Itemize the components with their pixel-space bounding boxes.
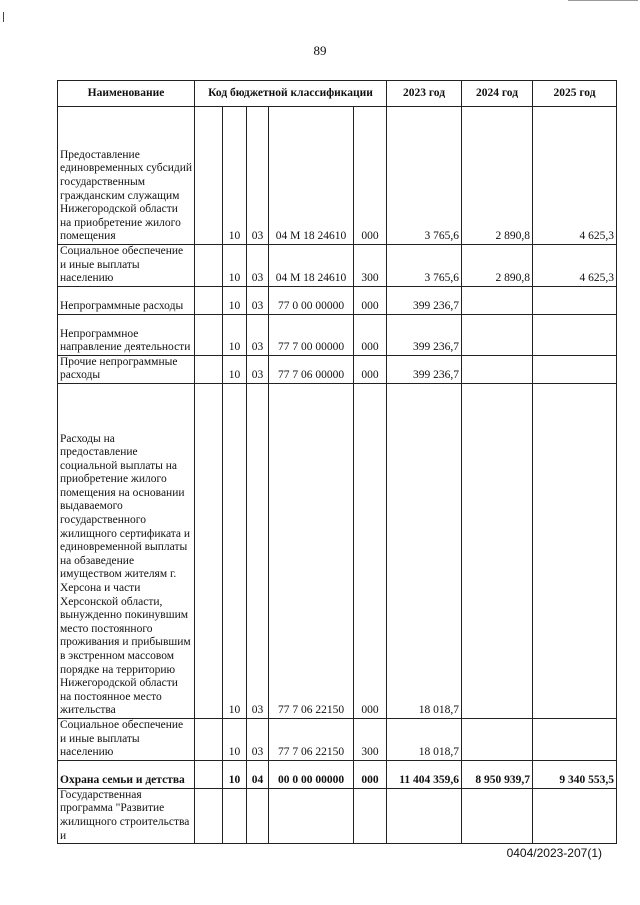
table-header-row xyxy=(58,81,617,107)
row-type: 000 xyxy=(354,107,387,245)
table-row xyxy=(58,314,617,355)
row-target xyxy=(269,788,354,843)
row-subsection: 03 xyxy=(247,107,269,245)
row-target: 77 7 06 00000 xyxy=(269,355,354,383)
header-code: Код бюджетной классификации xyxy=(195,81,387,107)
row-2024 xyxy=(462,718,533,760)
margin-mark xyxy=(3,12,4,22)
row-name: Предоставление единовременных субсидий государственным гражданским служащим Нижегородской области на приобретение жилого помещения xyxy=(58,107,195,245)
row-type xyxy=(354,788,387,843)
row-name: Государственная программа "Развитие жилищного строительства и xyxy=(58,788,195,843)
row-2024: 2 890,8 xyxy=(462,107,533,245)
row-section: 10 xyxy=(223,718,247,760)
row-2025 xyxy=(533,383,617,718)
row-name: Социальное обеспечение и иные выплаты населению xyxy=(58,718,195,760)
row-empty-code xyxy=(195,107,223,245)
row-type: 000 xyxy=(354,760,387,788)
row-section xyxy=(223,788,247,843)
row-name: Прочие непрограммные расходы xyxy=(58,355,195,383)
row-target: 77 7 00 00000 xyxy=(269,314,354,355)
table-row xyxy=(58,383,617,718)
header-2023: 2023 год xyxy=(387,81,462,107)
header-2024: 2024 год xyxy=(462,81,533,107)
row-2023: 3 765,6 xyxy=(387,245,462,287)
row-2023: 11 404 359,6 xyxy=(387,760,462,788)
row-2024 xyxy=(462,383,533,718)
row-2025 xyxy=(533,286,617,314)
row-empty-code xyxy=(195,718,223,760)
page-number: 89 xyxy=(313,43,327,58)
row-subsection: 03 xyxy=(247,245,269,287)
row-name: Непрограммные расходы xyxy=(58,286,195,314)
row-empty-code xyxy=(195,286,223,314)
row-2023: 399 236,7 xyxy=(387,314,462,355)
row-section: 10 xyxy=(223,107,247,245)
table-row xyxy=(58,107,617,245)
table-row xyxy=(58,788,617,843)
row-2024 xyxy=(462,286,533,314)
row-2023: 18 018,7 xyxy=(387,718,462,760)
row-name: Охрана семьи и детства xyxy=(58,760,195,788)
row-2025: 4 625,3 xyxy=(533,245,617,287)
row-type: 000 xyxy=(354,286,387,314)
row-type: 300 xyxy=(354,245,387,287)
row-empty-code xyxy=(195,245,223,287)
row-target: 00 0 00 00000 xyxy=(269,760,354,788)
row-subsection: 03 xyxy=(247,383,269,718)
row-2024: 2 890,8 xyxy=(462,245,533,287)
row-target: 77 7 06 22150 xyxy=(269,718,354,760)
row-empty-code xyxy=(195,760,223,788)
row-subsection: 03 xyxy=(247,314,269,355)
row-subsection xyxy=(247,788,269,843)
budget-table xyxy=(57,80,617,844)
row-2025 xyxy=(533,355,617,383)
row-2023: 3 765,6 xyxy=(387,107,462,245)
header-name: Наименование xyxy=(58,81,195,107)
row-subsection: 03 xyxy=(247,286,269,314)
row-2025 xyxy=(533,314,617,355)
row-section: 10 xyxy=(223,383,247,718)
header-2025: 2025 год xyxy=(533,81,617,107)
row-2024 xyxy=(462,355,533,383)
row-type: 000 xyxy=(354,355,387,383)
row-type: 000 xyxy=(354,314,387,355)
row-subsection: 03 xyxy=(247,718,269,760)
row-2023 xyxy=(387,788,462,843)
row-section: 10 xyxy=(223,286,247,314)
table-row xyxy=(58,718,617,760)
row-target: 77 0 00 00000 xyxy=(269,286,354,314)
row-2023: 18 018,7 xyxy=(387,383,462,718)
row-target: 77 7 06 22150 xyxy=(269,383,354,718)
row-empty-code xyxy=(195,788,223,843)
row-2025: 9 340 553,5 xyxy=(533,760,617,788)
table-row xyxy=(58,286,617,314)
edge-mark xyxy=(568,0,638,1)
table-row xyxy=(58,760,617,788)
row-type: 000 xyxy=(354,383,387,718)
row-name: Расходы на предоставление социальной выплаты на приобретение жилого помещения на основании выдаваемого государственного жилищного сертификата и единовременной выплаты на обзаведение имуществом жителям г. Херсона и части Херсонской области, вынужденно покинувшим место постоянного проживания и прибывшим в экстренном массовом порядке на территорию Нижегородской области на постоянное место жительства xyxy=(58,383,195,718)
row-empty-code xyxy=(195,355,223,383)
row-section: 10 xyxy=(223,355,247,383)
row-2025: 4 625,3 xyxy=(533,107,617,245)
row-target: 04 М 18 24610 xyxy=(269,245,354,287)
row-type: 300 xyxy=(354,718,387,760)
row-2025 xyxy=(533,788,617,843)
row-name: Социальное обеспечение и иные выплаты населению xyxy=(58,245,195,287)
row-2023: 399 236,7 xyxy=(387,286,462,314)
row-subsection: 03 xyxy=(247,355,269,383)
row-section: 10 xyxy=(223,760,247,788)
row-2024 xyxy=(462,314,533,355)
row-2023: 399 236,7 xyxy=(387,355,462,383)
table-row xyxy=(58,245,617,287)
row-subsection: 04 xyxy=(247,760,269,788)
table-row xyxy=(58,355,617,383)
document-code: 0404/2023-207(1) xyxy=(506,846,602,860)
row-name: Непрограммное направление деятельности xyxy=(58,314,195,355)
row-2024 xyxy=(462,788,533,843)
row-section: 10 xyxy=(223,245,247,287)
row-2025 xyxy=(533,718,617,760)
row-target: 04 М 18 24610 xyxy=(269,107,354,245)
row-2024: 8 950 939,7 xyxy=(462,760,533,788)
row-empty-code xyxy=(195,314,223,355)
row-section: 10 xyxy=(223,314,247,355)
row-empty-code xyxy=(195,383,223,718)
